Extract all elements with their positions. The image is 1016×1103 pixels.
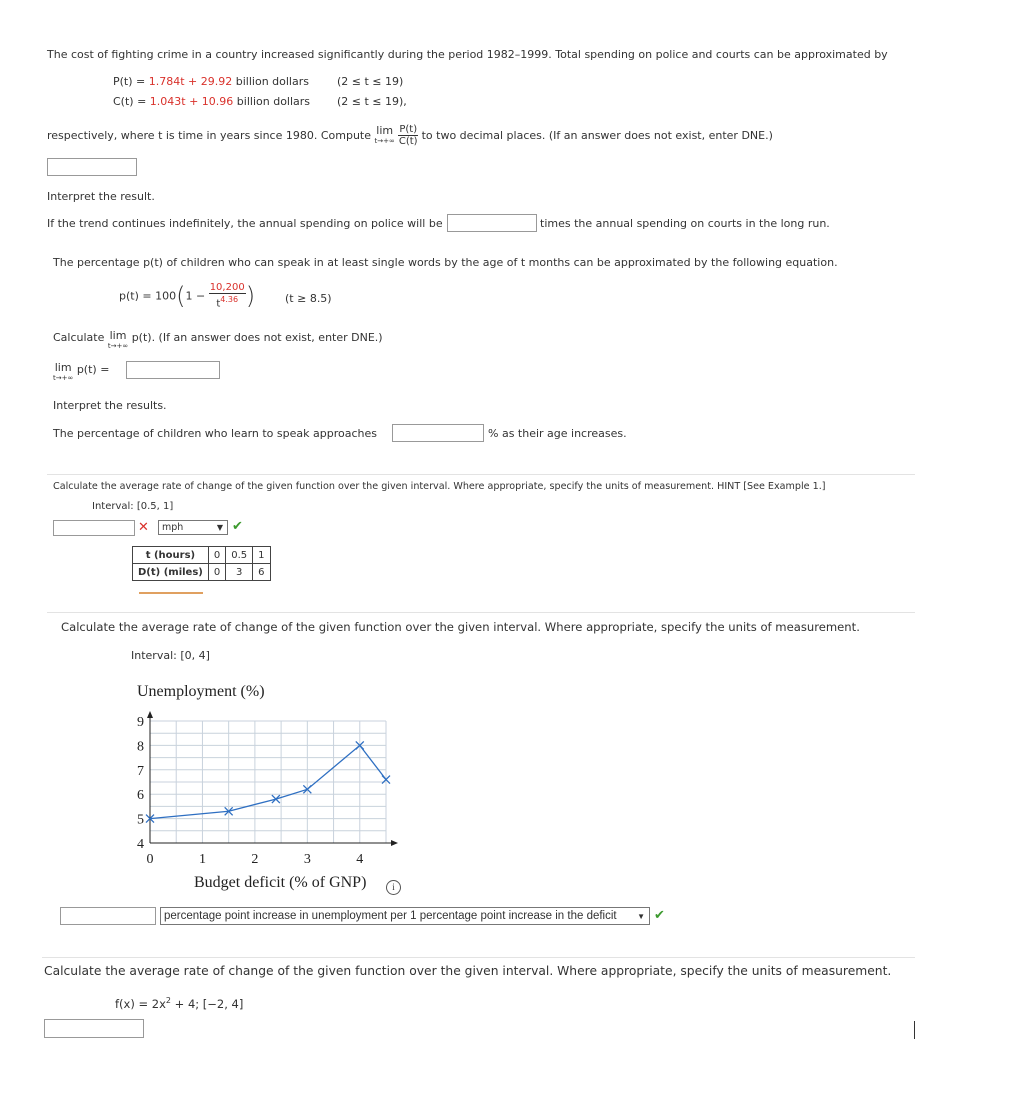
unemployment-chart — [130, 710, 390, 870]
q2-interpret-label: Interpret the results. — [53, 399, 167, 412]
q2-fraction: $\frac{10,200}{t^{4.36}}$ — [209, 282, 245, 310]
table-row-label: t (hours) — [133, 547, 209, 564]
chart-title: Unemployment (%) — [137, 683, 265, 700]
chart-x-axis-label: Budget deficit (% of GNP) — [194, 874, 367, 891]
q2-limit-lhs: lim t→+∞ p(t) = — [53, 361, 110, 382]
q3-instruction: Calculate the average rate of change of the given function over the given interval. Where appropriate, specify the units of measurement. HINT [See Example 1.] — [53, 481, 826, 492]
x-axis-arrow — [391, 840, 398, 846]
y-axis-arrow — [147, 711, 153, 718]
text-cursor — [914, 1021, 915, 1039]
q2-equation: p(t) = 100(1 − $\frac{10,200}{t^{4.36}}$ ) — [119, 282, 256, 310]
separator — [47, 474, 915, 475]
q1-c-equation: C(t) = 1.043t + 10.96 billion dollars — [113, 95, 311, 108]
separator — [42, 957, 915, 958]
q2-calc-line: Calculate lim t→+∞ p(t). (If an answer does not exist, enter DNE.) — [53, 329, 383, 350]
q5-answer-input[interactable] — [44, 1019, 144, 1038]
q2-approach-post: % as their age increases. — [488, 427, 627, 440]
q1-c-domain: (2 ≤ t ≤ 19), — [337, 95, 407, 108]
q1-fraction: $\frac{P(t)}{C(t)}$ — [398, 124, 418, 147]
q1-compute-line: respectively, where t is time in years since 1980. Compute lim t→+∞ $\frac{P(t)}{C(t)}$ to two decimal places. (If an answer does not exist, enter DNE.) — [47, 123, 773, 147]
q5-function: $f(x) = 2x^2 + 4$; [−2, 4] — [115, 996, 244, 1011]
q2-approach-answer-input[interactable] — [392, 424, 484, 442]
y-tick-label: 4 — [137, 837, 144, 852]
q4-unit-select[interactable]: percentage point increase in unemployment per 1 percentage point increase in the deficit ▼ — [160, 907, 650, 925]
q1-interpret-label: Interpret the result. — [47, 190, 155, 203]
q4-answer-input[interactable] — [60, 907, 156, 925]
table-cell: 0 — [208, 547, 225, 564]
progress-underline — [139, 592, 203, 594]
q2-domain: (t ≥ 8.5) — [285, 292, 332, 305]
chevron-down-icon: ▼ — [216, 523, 223, 532]
q5-instruction: Calculate the average rate of change of the given function over the given interval. Where appropriate, specify the units of measurement. — [44, 964, 892, 978]
q2-approach-pre: The percentage of children who learn to speak approaches — [53, 427, 377, 440]
q1-intro: The cost of fighting crime in a country increased significantly during the period 1982–1999. Total spending on police and courts can be approximated by — [47, 48, 888, 61]
q1-p-equation: P(t) = 1.784t + 29.92 billion dollars — [113, 75, 309, 88]
q4-instruction: Calculate the average rate of change of the given function over the given interval. Where appropriate, specify the units of measurement. — [61, 620, 860, 634]
q2-limit-answer-input[interactable] — [126, 361, 220, 379]
q1-trend-post: times the annual spending on courts in the long run. — [540, 217, 830, 230]
table-row — [133, 564, 271, 581]
table-row — [133, 547, 271, 564]
table-cell: 0 — [208, 564, 225, 581]
table-cell: 3 — [226, 564, 253, 581]
info-icon[interactable]: i — [386, 880, 401, 895]
q1-p-expression: 1.784t + 29.92 — [148, 75, 233, 88]
x-tick-label: 2 — [251, 852, 259, 867]
separator — [47, 612, 915, 613]
x-tick-label: 4 — [356, 852, 364, 867]
q1-trend-answer-input[interactable] — [447, 214, 537, 232]
q3-data-table — [132, 546, 271, 581]
q3-interval: Interval: [0.5, 1] — [92, 501, 174, 512]
y-tick-label: 5 — [137, 812, 144, 828]
q1-limit-answer-input[interactable] — [47, 158, 137, 176]
correct-check-icon: ✔ — [654, 908, 665, 923]
x-tick-label: 1 — [198, 852, 206, 867]
x-tick-label: 0 — [146, 852, 154, 867]
y-tick-label: 9 — [137, 715, 144, 730]
correct-check-icon: ✔ — [232, 519, 243, 534]
q1-p-domain: (2 ≤ t ≤ 19) — [337, 75, 404, 88]
incorrect-x-icon: ✕ — [138, 520, 149, 535]
q1-c-expression: 1.043t + 10.96 — [149, 95, 234, 108]
table-cell: 1 — [253, 547, 270, 564]
q3-answer-input[interactable] — [53, 520, 135, 536]
y-tick-label: 7 — [137, 763, 144, 779]
y-tick-label: 6 — [137, 788, 144, 804]
q3-unit-select[interactable]: mph ▼ — [158, 520, 228, 535]
table-cell: 6 — [253, 564, 270, 581]
x-tick-label: 3 — [303, 852, 311, 867]
y-tick-label: 8 — [137, 739, 144, 755]
q2-limit: lim t→+∞ — [107, 329, 129, 350]
table-row-label: D(t) (miles) — [133, 564, 209, 581]
q1-trend-pre: If the trend continues indefinitely, the annual spending on police will be — [47, 217, 443, 230]
data-point — [272, 795, 280, 803]
q4-interval: Interval: [0, 4] — [131, 649, 210, 662]
q2-intro: The percentage p(t) of children who can speak in at least single words by the age of t months can be approximated by the following equation. — [53, 256, 838, 269]
table-cell: 0.5 — [226, 547, 253, 564]
q1-limit: lim t→+∞ — [374, 123, 395, 145]
chevron-down-icon: ▼ — [637, 912, 645, 921]
